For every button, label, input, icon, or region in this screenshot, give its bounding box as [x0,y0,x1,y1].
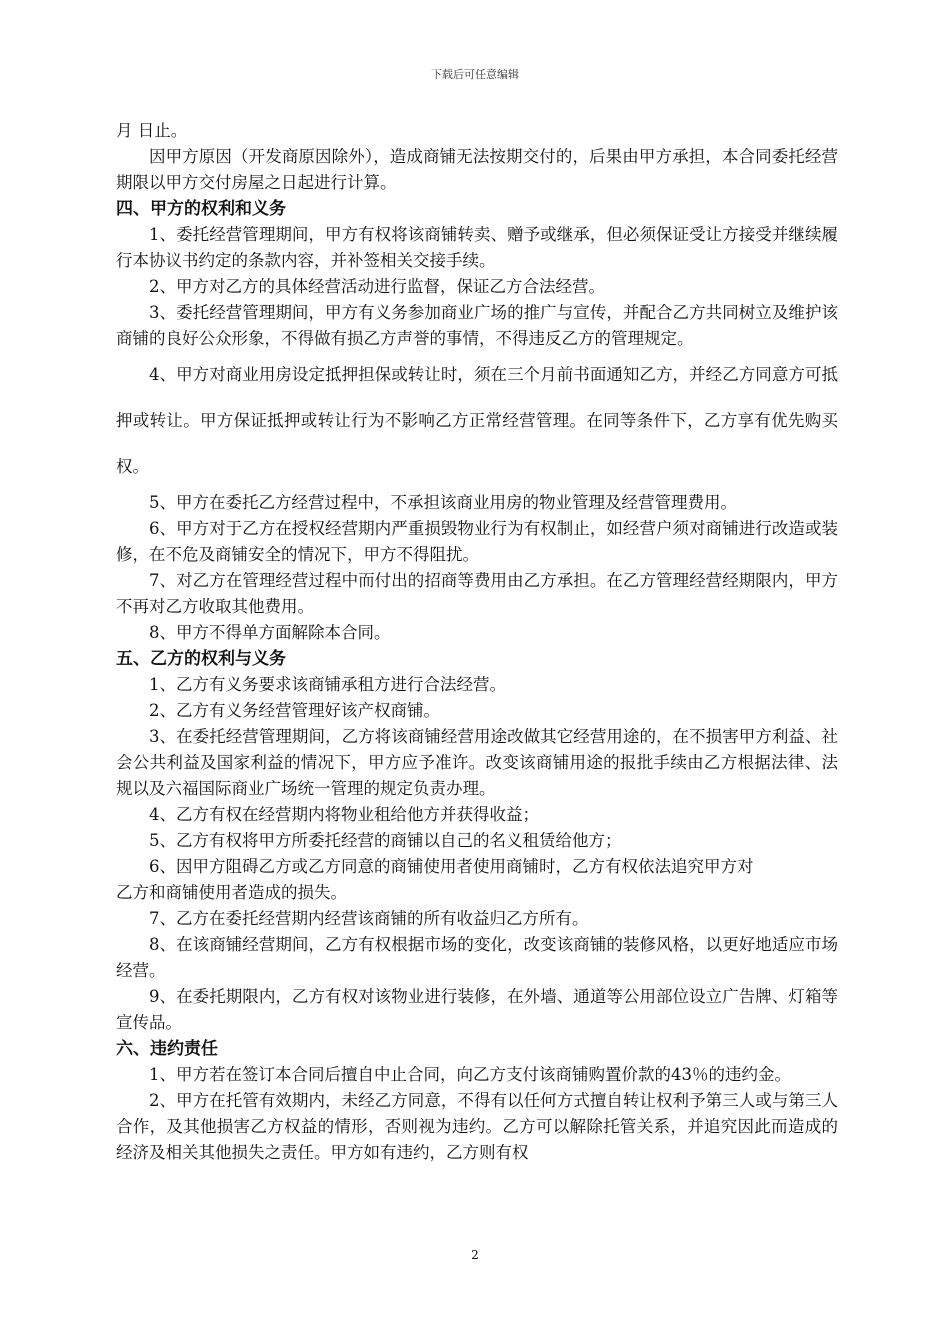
section-heading: 五、乙方的权利与义务 [116,649,286,669]
clause: 8、在该商铺经营期间，乙方有权根据市场的变化，改变该商铺的装修风格，以更好地适应市场经营。 [116,935,838,980]
clause: 8、甲方不得单方面解除本合同。 [149,623,391,642]
clause-continuation: 乙方和商铺使用者造成的损失。 [116,883,347,902]
clause: 1、委托经营管理期间，甲方有权将该商铺转卖、赠予或继承，但必须保证受让方接受并继续履行本协议书约定的条款内容，并补签相关交接手续。 [116,225,838,270]
clause: 1、乙方有义务要求该商铺承租方进行合法经营。 [149,675,506,694]
page-header: 下载后可任意编辑 [431,68,519,81]
document-body [116,118,838,1166]
clause: 5、甲方在委托乙方经营过程中，不承担该商业用房的物业管理及经营管理费用。 [149,493,737,512]
paragraph: 月 日止。 [116,121,188,140]
clause: 7、乙方在委托经营期内经营该商铺的所有收益归乙方所有。 [149,909,589,928]
clause: 6、甲方对于乙方在授权经营期内严重损毁物业行为有权制止，如经营户须对商铺进行改造或装修，在不危及商铺安全的情况下，甲方不得阻扰。 [116,519,838,564]
clause: 9、在委托期限内，乙方有权对该物业进行装修，在外墙、通道等公用部位设立广告牌、灯箱等宣传品。 [116,987,838,1032]
clause: 2、甲方在托管有效期内，未经乙方同意，不得有以任何方式擅自转让权利予第三人或与第三人合作，及其他损害乙方权益的情形，否则视为违约。乙方可以解除托管关系，并追究因此而造成的经济及相关其他损失之责任。甲方如有违约，乙方则有权 [116,1091,838,1162]
clause: 3、在委托经营管理期间，乙方将该商铺经营用途改做其它经营用途的，在不损害甲方利益、社会公共利益及国家利益的情况下，甲方应予准许。改变该商铺用途的报批手续由乙方根据法律、法规以及六福国际商业广场统一管理的规定负责办理。 [116,727,838,798]
page-number: 2 [471,1248,479,1262]
paragraph: 因甲方原因（开发商原因除外），造成商铺无法按期交付的，后果由甲方承担，本合同委托经营期限以甲方交付房屋之日起进行计算。 [116,147,838,192]
section-heading: 六、违约责任 [116,1039,218,1059]
clause: 6、因甲方阻碍乙方或乙方同意的商铺使用者使用商铺时，乙方有权依法追究甲方对 [149,857,754,876]
clause: 4、甲方对商业用房设定抵押担保或转让时，须在三个月前书面通知乙方，并经乙方同意方可抵押或转让。甲方保证抵押或转让行为不影响乙方正常经营管理。在同等条件下，乙方享有优先购买权。 [116,365,838,476]
clause: 1、甲方若在签订本合同后擅自中止合同，向乙方支付该商铺购置价款的43％的违约金。 [149,1065,791,1084]
clause: 7、对乙方在管理经营过程中而付出的招商等费用由乙方承担。在乙方管理经营经期限内，甲方不再对乙方收取其他费用。 [116,571,838,616]
clause: 2、甲方对乙方的具体经营活动进行监督，保证乙方合法经营。 [149,277,605,296]
clause: 2、乙方有义务经营管理好该产权商铺。 [149,701,440,720]
clause: 5、乙方有权将甲方所委托经营的商铺以自己的名义租赁给他方； [149,831,622,850]
clause: 4、乙方有权在经营期内将物业租给他方并获得收益； [149,805,539,824]
clause: 3、委托经营管理期间，甲方有义务参加商业广场的推广与宣传，并配合乙方共同树立及维护该商铺的良好公众形象，不得做有损乙方声誉的事情，不得违反乙方的管理规定。 [116,303,838,348]
section-heading: 四、甲方的权利和义务 [116,199,286,219]
